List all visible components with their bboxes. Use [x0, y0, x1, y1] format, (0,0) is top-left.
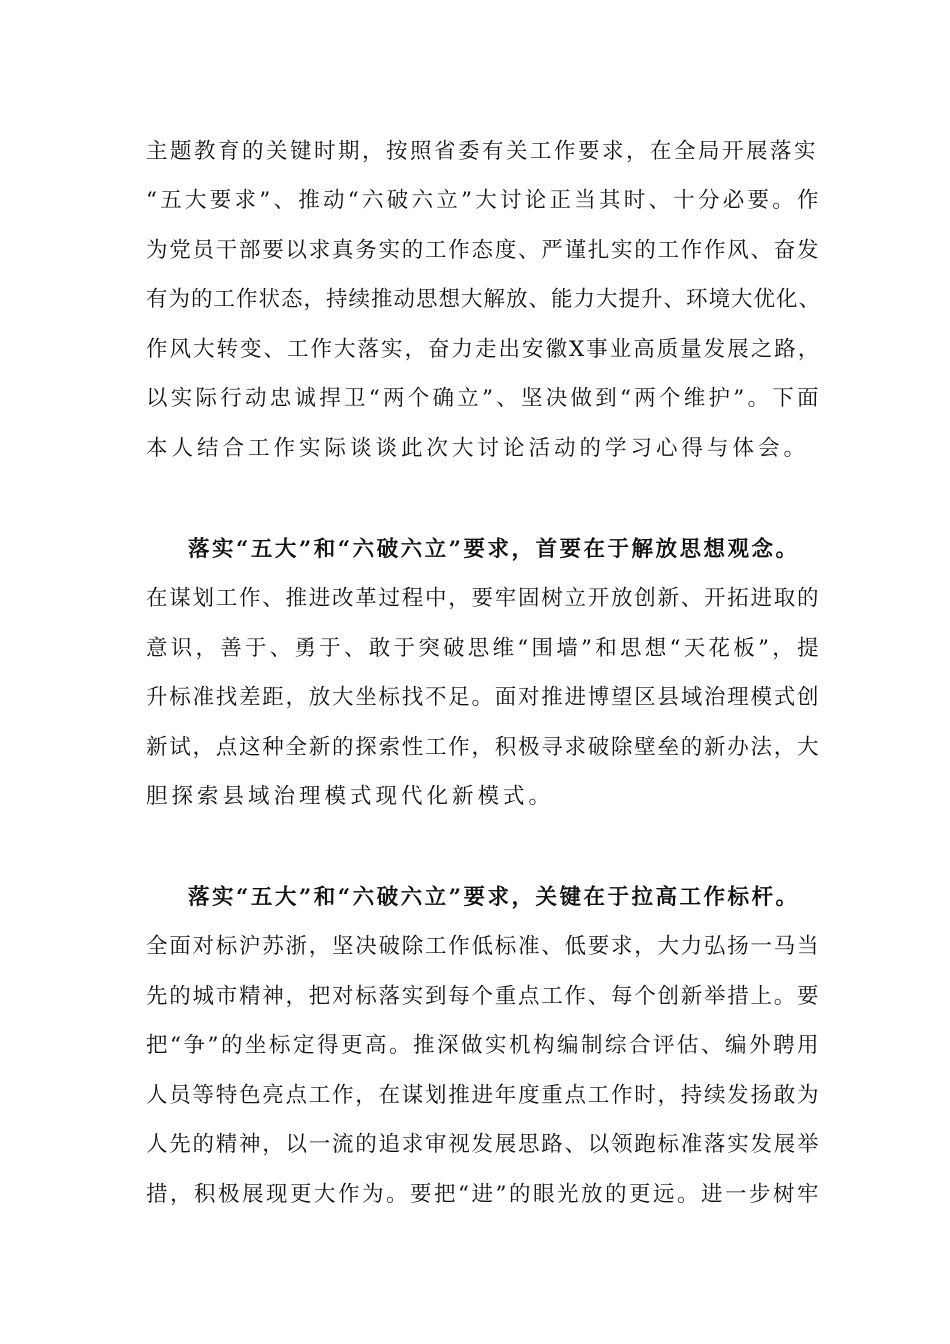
text-line: 主题教育的关键时期，按照省委有关工作要求，在全局开展落实 [146, 139, 819, 164]
text-line: 升标准找差距，放大坐标找不足。面对推进博望区县域治理模式创 [146, 685, 821, 710]
text-line: 把“争”的坐标定得更高。推深做实机构编制综合评估、编外聘用 [146, 1033, 821, 1058]
text-line: 措，积极展现更大作为。要把“进”的眼光放的更远。进一步树牢 [146, 1182, 821, 1207]
text-line: 有为的工作状态，持续推动思想大解放、能力大提升、环境大优化、 [146, 287, 822, 312]
text-line: 在谋划工作、推进改革过程中，要牢固树立开放创新、开拓进取的 [146, 586, 821, 611]
text-line: 人先的精神，以一流的追求审视发展思路、以领跑标准落实发展举 [146, 1132, 821, 1157]
section-heading: 落实“五大”和“六破六立”要求，首要在于解放思想观念。 [188, 537, 800, 562]
text-line: 人员等特色亮点工作，在谋划推进年度重点工作时，持续发扬敢为 [146, 1083, 821, 1108]
text-line: 作风大转变、工作大落实，奋力走出安徽X事业高质量发展之路， [146, 337, 822, 362]
text-line: 全面对标沪苏浙，坚决破除工作低标准、低要求，大力弘扬一马当 [146, 934, 821, 959]
text-line: 为党员干部要以求真务实的工作态度、严谨扎实的工作作风、奋发 [146, 238, 821, 263]
text-line: 以实际行动忠诚捍卫“两个确立”、坚决做到“两个维护”。下面 [146, 386, 822, 411]
text-line: 本人结合工作实际谈谈此次大讨论活动的学习心得与体会。 [146, 436, 810, 461]
text-line: 胆探索县域治理模式现代化新模式。 [146, 784, 555, 809]
text-line: 先的城市精神，把对标落实到每个重点工作、每个创新举措上。要 [146, 984, 821, 1009]
text-line: 新试，点这种全新的探索性工作，积极寻求破除壁垒的新办法，大 [146, 735, 821, 760]
section-heading: 落实“五大”和“六破六立”要求，关键在于拉高工作标杆。 [188, 885, 800, 910]
text-line: 意识，善于、勇于、敢于突破思维“围墙”和思想“天花板”，提 [146, 636, 822, 661]
text-line: “五大要求”、推动“六破六立”大讨论正当其时、十分必要。作 [146, 188, 822, 213]
